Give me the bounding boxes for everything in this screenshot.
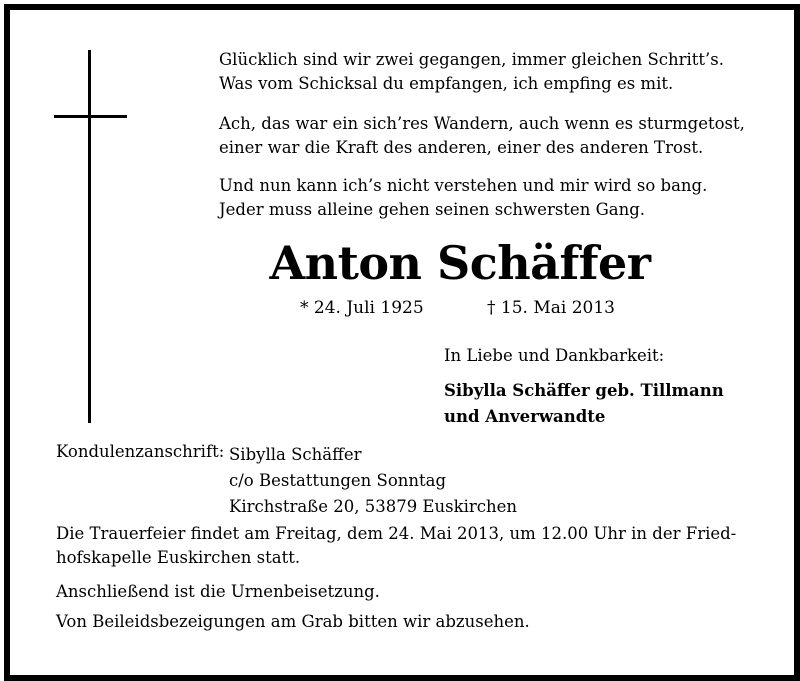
cross-horizontal-bar — [54, 115, 127, 118]
funeral-notice — [56, 522, 736, 570]
address-line: Sibylla Schäffer — [229, 445, 362, 464]
mourner-line: und Anverwandte — [444, 407, 606, 426]
condolence-address — [229, 442, 517, 520]
urn-notice: Anschließend ist die Urnenbeisetzung. — [56, 582, 380, 601]
verse-line: Ach, das war ein sich’res Wandern, auch wenn es sturmgetost, — [219, 114, 745, 133]
birth-date: * 24. Juli 1925 — [300, 298, 424, 318]
address-line: c/o Bestattungen Sonntag — [229, 471, 447, 490]
funeral-line: Die Trauerfeier findet am Freitag, dem 24. Mai 2013, um 12.00 Uhr in der Fried- — [56, 524, 737, 543]
verse-stanza-1 — [219, 48, 724, 96]
verse-line: Glücklich sind wir zwei gegangen, immer gleichen Schritt’s. — [219, 50, 725, 69]
mourners-names — [444, 378, 724, 430]
verse-stanza-3 — [219, 174, 707, 222]
death-date: † 15. Mai 2013 — [487, 298, 615, 318]
mourners-intro: In Liebe und Dankbarkeit: — [444, 346, 665, 365]
condolences-request: Von Beileidsbezeigungen am Grab bitten wir abzusehen. — [56, 612, 530, 631]
condolence-label: Kondulenzanschrift: — [56, 442, 225, 461]
verse-line: Jeder muss alleine gehen seinen schwersten Gang. — [219, 200, 646, 219]
address-line: Kirchstraße 20, 53879 Euskirchen — [229, 497, 517, 516]
verse-line: Und nun kann ich’s nicht verstehen und mir wird so bang. — [219, 176, 708, 195]
funeral-line: hofskapelle Euskirchen statt. — [56, 548, 301, 567]
mourner-line: Sibylla Schäffer geb. Tillmann — [444, 381, 724, 400]
verse-line: einer war die Kraft des anderen, einer des anderen Trost. — [219, 138, 704, 157]
verse-stanza-2 — [219, 112, 745, 160]
verse-line: Was vom Schicksal du empfangen, ich empfing es mit. — [219, 74, 674, 93]
deceased-name: Anton Schäffer — [269, 236, 651, 290]
